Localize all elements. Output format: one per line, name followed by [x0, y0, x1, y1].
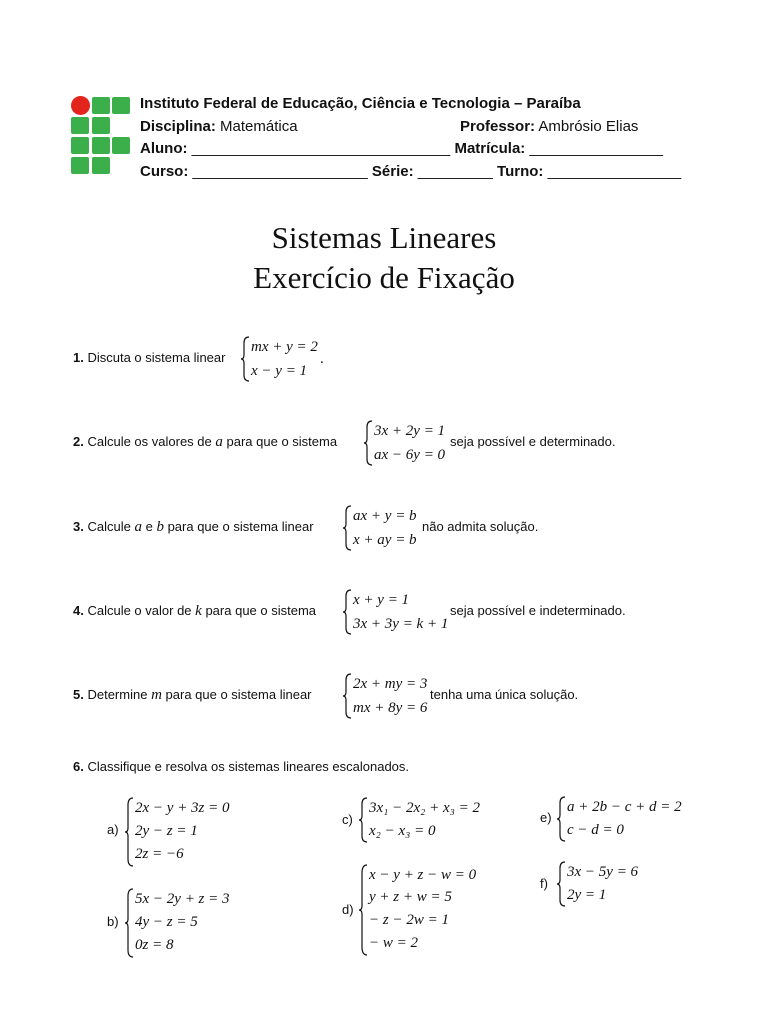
institution-name: Instituto Federal de Educação, Ciência e Tecnologia – Paraíba — [140, 95, 581, 112]
question-text: não admita solução. — [422, 519, 539, 534]
brace-icon — [363, 420, 373, 466]
equation: x + ay = b — [353, 532, 417, 548]
curso-label: Curso: — [140, 162, 189, 180]
question-text: seja possível e indeterminado. — [450, 603, 626, 618]
brace-icon — [124, 888, 134, 958]
question-3-end — [422, 519, 538, 534]
brace-icon — [556, 861, 566, 907]
question-text: para que o sistema — [226, 434, 338, 449]
question-text: Discuta o sistema linear — [87, 350, 226, 365]
equation: x − y + z − w = 0 — [369, 867, 477, 883]
brace-icon — [342, 589, 352, 635]
equation: 4y − z = 5 — [135, 914, 198, 930]
question-text: para que o sistema linear — [165, 687, 312, 702]
question-number: 4. — [73, 603, 84, 618]
brace-icon — [240, 336, 250, 382]
item-label-d: d) — [342, 902, 354, 917]
brace-icon — [358, 864, 368, 956]
question-text: Calcule o valor de — [87, 603, 192, 618]
question-4 — [73, 603, 316, 620]
logo-square — [71, 157, 89, 174]
question-text: tenha uma única solução. — [430, 687, 579, 702]
equation: 2y − z = 1 — [135, 823, 198, 839]
title-line-2: Exercício de Fixação — [253, 260, 515, 295]
page-title — [0, 218, 768, 298]
equation: 5x − 2y + z = 3 — [135, 891, 230, 907]
turno-field: ________________ — [547, 162, 682, 180]
logo-square — [71, 117, 89, 134]
item-label-e: e) — [540, 810, 552, 825]
equation: ax − 6y = 0 — [374, 447, 446, 463]
equation: 3x − 5y = 6 — [567, 864, 639, 880]
item-label-f: f) — [540, 876, 548, 891]
question-text: Calcule os valores de — [87, 434, 212, 449]
question-text: para que o sistema linear — [167, 519, 314, 534]
equation: ax + y = b — [353, 508, 417, 524]
item-label-b: b) — [107, 914, 119, 929]
matricula-field: ________________ — [529, 140, 663, 157]
question-text: e — [145, 519, 153, 534]
curso-field: _____________________ — [192, 162, 368, 180]
question-number: 1. — [73, 350, 84, 365]
brace-icon — [556, 796, 566, 842]
equation: 3x + 2y = 1 — [374, 423, 446, 439]
matricula-label: Matrícula: — [454, 140, 526, 157]
question-text: Determine — [87, 687, 148, 702]
period: . — [320, 351, 324, 367]
brace-icon — [342, 673, 352, 719]
question-number: 3. — [73, 519, 84, 534]
equation: mx + y = 2 — [251, 339, 318, 355]
item-label-a: a) — [107, 822, 119, 837]
equation: 2x + my = 3 — [353, 676, 428, 692]
variable: a — [134, 519, 142, 535]
equation: mx + 8y = 6 — [353, 700, 428, 716]
equation: 3x₁ − 2x₂ + x₃ = 2 — [369, 800, 480, 816]
aluno-field: _______________________________ — [191, 140, 451, 157]
equation: 2x − y + 3z = 0 — [135, 800, 230, 816]
institution-logo — [70, 96, 132, 176]
equation: a + 2b − c + d = 2 — [567, 799, 682, 815]
equation: 2z = −6 — [135, 846, 184, 862]
document-header — [140, 93, 700, 183]
question-5-end — [430, 687, 578, 702]
equation: c − d = 0 — [567, 822, 624, 838]
turno-label: Turno: — [497, 162, 544, 180]
variable: m — [151, 687, 162, 703]
title-line-1: Sistemas Lineares — [271, 220, 497, 255]
question-number: 2. — [73, 434, 84, 449]
brace-icon — [124, 797, 134, 867]
logo-square — [112, 137, 130, 154]
question-5 — [73, 687, 312, 704]
question-2 — [73, 434, 337, 451]
question-text: Classifique e resolva os sistemas lineares escalonados. — [87, 759, 410, 774]
question-text: Calcule — [87, 519, 131, 534]
question-3 — [73, 519, 314, 536]
question-number: 5. — [73, 687, 84, 702]
serie-label: Série: — [371, 162, 414, 180]
equation: − w = 2 — [369, 935, 418, 951]
logo-square — [92, 97, 110, 114]
logo-red-circle — [71, 96, 90, 115]
item-label-c: c) — [342, 812, 353, 827]
question-number: 6. — [73, 759, 84, 774]
brace-icon — [358, 797, 368, 843]
equation: 2y = 1 — [567, 887, 607, 903]
question-2-end — [450, 434, 615, 449]
equation: 0z = 8 — [135, 937, 174, 953]
equation: − z − 2w = 1 — [369, 912, 449, 928]
question-text: seja possível e determinado. — [450, 434, 616, 449]
variable: b — [156, 519, 164, 535]
serie-field: _________ — [417, 162, 493, 180]
question-6 — [73, 759, 409, 774]
logo-square — [92, 157, 110, 174]
logo-square — [92, 117, 110, 134]
variable: k — [195, 603, 202, 619]
logo-square — [112, 97, 130, 114]
question-1 — [73, 350, 225, 365]
equation: y + z + w = 5 — [369, 889, 452, 905]
brace-icon — [342, 505, 352, 551]
equation: 3x + 3y = k + 1 — [353, 616, 449, 632]
disciplina-value: Matemática — [220, 117, 298, 135]
equation: x₂ − x₃ = 0 — [369, 823, 436, 839]
professor-label: Professor: — [460, 117, 536, 135]
variable: a — [215, 434, 223, 450]
question-4-end — [450, 603, 626, 618]
question-text: para que o sistema — [205, 603, 317, 618]
equation: x + y = 1 — [353, 592, 410, 608]
aluno-label: Aluno: — [140, 140, 188, 157]
disciplina-label: Disciplina: — [140, 117, 216, 135]
logo-square — [92, 137, 110, 154]
professor-value: Ambrósio Elias — [538, 117, 639, 135]
logo-square — [71, 137, 89, 154]
equation: x − y = 1 — [251, 363, 308, 379]
